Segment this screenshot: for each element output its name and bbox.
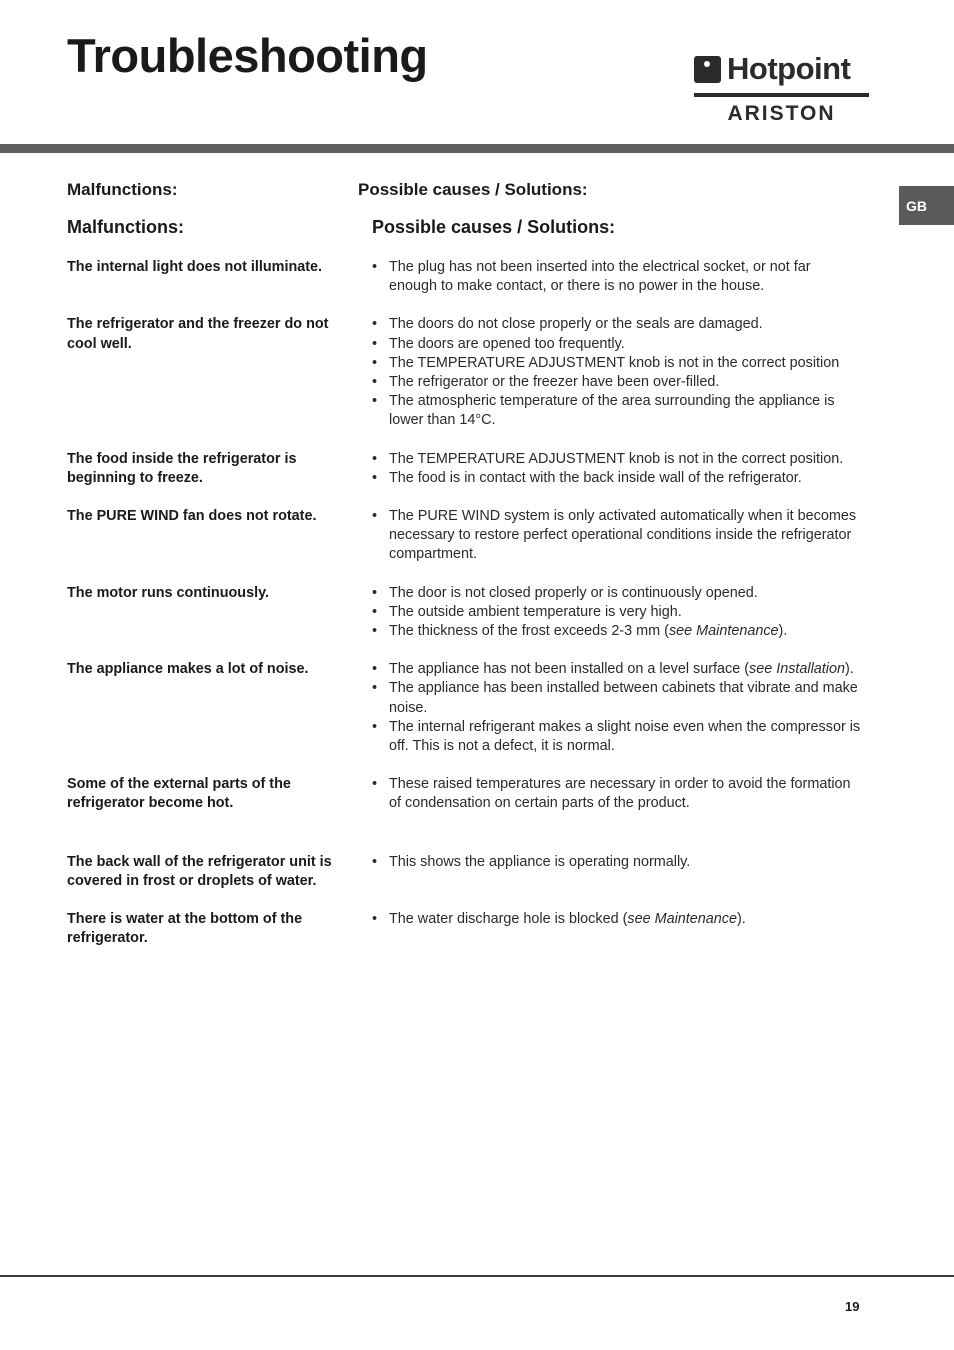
reference-text: see Installation <box>749 661 845 678</box>
table-row <box>67 315 877 430</box>
logo-mark-icon <box>694 56 721 83</box>
solution-text: The plug has not been inserted into the electrical socket, or not far enough to make contact, or there is no power in the house. <box>389 259 811 295</box>
solution-text: The water discharge hole is blocked ( <box>389 911 628 928</box>
malfunction-text: Some of the external parts of the refrigerator become hot. <box>67 776 291 812</box>
malfunction-text: The PURE WIND fan does not rotate. <box>67 508 317 525</box>
solution-text: The doors do not close properly or the seals are damaged. <box>389 316 763 333</box>
solution-item <box>371 392 861 430</box>
solutions-cell <box>371 660 861 756</box>
page-title: Troubleshooting <box>67 29 428 82</box>
malfunction-text: The motor runs continuously. <box>67 584 270 601</box>
solution-item <box>371 718 861 756</box>
solution-item <box>371 373 861 392</box>
solution-text: These raised temperatures are necessary in order to avoid the formation of condensation on certain parts of the product. <box>389 776 851 812</box>
table-row <box>67 450 877 488</box>
solutions-cell <box>371 507 861 565</box>
solution-text: The appliance has not been installed on a level surface ( <box>389 661 749 678</box>
footer-rule <box>0 1275 954 1277</box>
logo-sub-text: ARISTON <box>727 102 836 125</box>
solutions-cell <box>371 258 861 296</box>
reference-text: see Maintenance <box>668 623 779 640</box>
malfunction-text: The appliance makes a lot of noise. <box>67 661 309 678</box>
solution-text: ). <box>778 623 788 640</box>
solutions-cell <box>371 853 861 891</box>
solution-text: The TEMPERATURE ADJUSTMENT knob is not in the correct position <box>389 354 840 371</box>
solutions-cell <box>371 775 861 813</box>
logo-brand-text: Hotpoint <box>727 51 851 86</box>
header-rule <box>0 144 954 153</box>
solutions-list <box>371 775 861 813</box>
causes-heading: Possible causes / Solutions: <box>358 180 588 199</box>
brand-logo <box>694 52 869 126</box>
reference-text: see Maintenance <box>627 911 737 928</box>
solution-item <box>371 775 861 813</box>
malfunction-text: There is water at the bottom of the refrigerator. <box>67 911 303 947</box>
solution-text: The refrigerator or the freezer have been over-filled. <box>389 374 720 391</box>
malfunction-text: The internal light does not illuminate. <box>67 259 323 275</box>
solutions-list <box>371 853 861 872</box>
table-row <box>67 584 877 642</box>
solutions-cell <box>371 910 861 948</box>
malfunction-text: The back wall of the refrigerator unit is covered in frost or droplets of water. <box>67 853 332 889</box>
solutions-list <box>371 660 861 756</box>
language-tab: GB <box>899 186 954 225</box>
solution-item <box>371 584 861 603</box>
table-row <box>67 910 877 948</box>
solution-item <box>371 910 861 929</box>
solution-text: The thickness of the frost exceeds 2-3 mm ( <box>389 623 669 640</box>
solution-text: The outside ambient temperature is very high. <box>389 603 682 620</box>
solution-text: ). <box>736 911 746 928</box>
solutions-list <box>371 584 861 642</box>
solution-text: The food is in contact with the back inside wall of the refrigerator. <box>389 469 802 486</box>
malfunctions-heading: Malfunctions: <box>67 180 178 199</box>
solution-item <box>371 258 861 296</box>
solutions-list <box>371 258 861 296</box>
solution-text: The doors are opened too frequently. <box>389 335 625 352</box>
logo-divider <box>694 93 869 97</box>
solution-text: This shows the appliance is operating normally. <box>389 853 691 870</box>
page-number: 19 <box>845 1299 860 1314</box>
table-row <box>67 853 877 891</box>
solutions-cell <box>371 450 861 488</box>
solution-item <box>371 469 861 488</box>
malfunction-text: The refrigerator and the freezer do not cool well. <box>67 316 329 352</box>
solutions-list <box>371 450 861 488</box>
solution-text: The atmospheric temperature of the area surrounding the appliance is lower than 14°C. <box>389 393 835 429</box>
table-row <box>67 660 877 756</box>
solution-text: The PURE WIND system is only activated automatically when it becomes necessary to restore perfect operational conditions inside the refrigerator compartment. <box>389 508 857 563</box>
table-row <box>67 507 877 565</box>
solution-item <box>371 660 861 679</box>
malfunctions-subheading: Malfunctions: <box>67 217 184 237</box>
solutions-cell <box>371 584 861 642</box>
solution-item <box>371 679 861 717</box>
solution-item <box>371 354 861 373</box>
solution-item <box>371 507 861 565</box>
solution-item <box>371 335 861 354</box>
solution-item <box>371 603 861 622</box>
solution-text: ). <box>845 661 854 678</box>
solutions-list <box>371 315 861 430</box>
solution-item <box>371 315 861 334</box>
solutions-cell <box>371 315 861 430</box>
solutions-list <box>371 910 861 929</box>
solutions-list <box>371 507 861 565</box>
solution-item <box>371 622 861 641</box>
causes-subheading: Possible causes / Solutions: <box>372 217 616 237</box>
table-row <box>67 258 877 296</box>
troubleshooting-table <box>67 258 877 948</box>
solution-item <box>371 853 861 872</box>
solution-text: The door is not closed properly or is continuously opened. <box>389 584 758 601</box>
solution-text: The appliance has been installed between cabinets that vibrate and make noise. <box>389 680 858 716</box>
table-row <box>67 775 877 813</box>
solution-item <box>371 450 861 469</box>
solution-text: The internal refrigerant makes a slight noise even when the compressor is off. This is not a defect, it is normal. <box>389 718 861 755</box>
malfunction-text: The food inside the refrigerator is beginning to freeze. <box>67 450 297 486</box>
solution-text: The TEMPERATURE ADJUSTMENT knob is not in the correct position. <box>389 450 844 467</box>
